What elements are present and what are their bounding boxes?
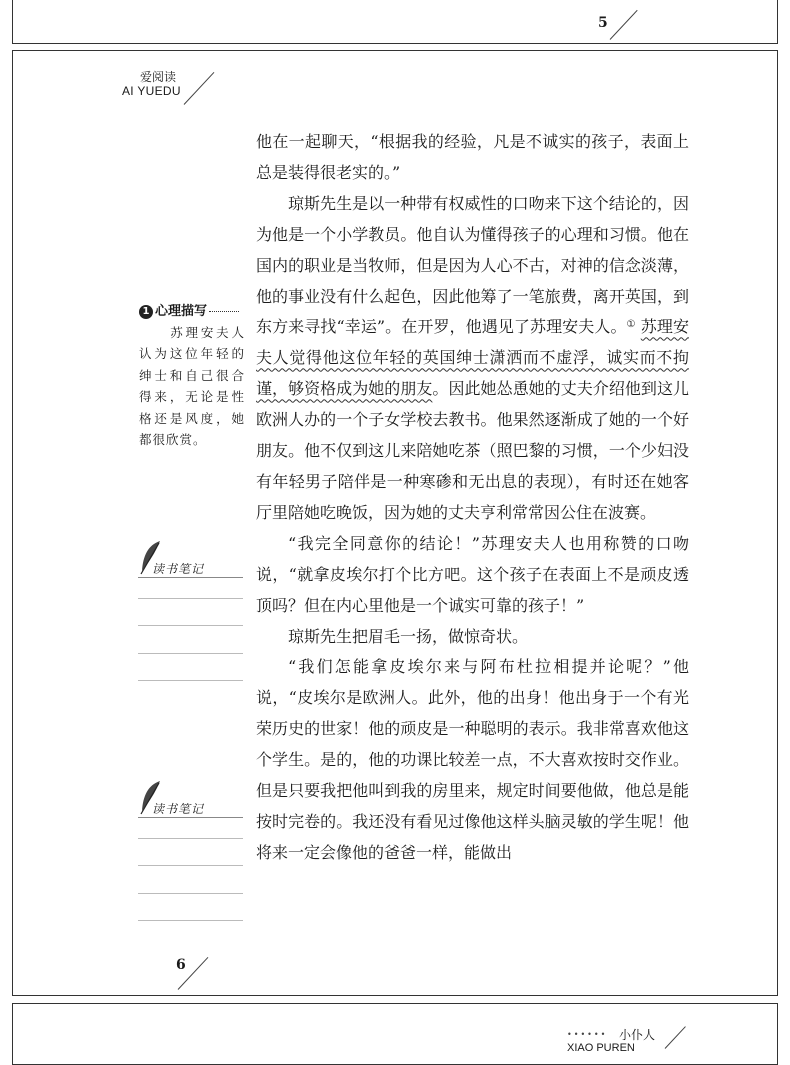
paragraph-2-rest: 。因此她怂恿她的丈夫介绍他到这儿欧洲人办的一个子女学校去教书。他果然逐渐成了她的一个好朋友。他不仅到这儿来陪她吃茶（照巴黎的习惯，一个少妇没有年轻男子陪伴是一种寒碜和无出息的表现），有时还在她客厅里陪她吃晚饭，因为她的丈夫亨利常常因公住在波赛。 <box>256 379 689 522</box>
annotation-marker: ① <box>626 319 636 331</box>
next-page-header-cn: 小仆人 <box>619 1028 656 1042</box>
note-line <box>138 893 243 894</box>
page-number: 6 <box>176 957 186 973</box>
annotation-leader-dots <box>209 311 239 312</box>
reading-notes-label: 读书笔记 <box>152 562 205 576</box>
previous-page-frame <box>12 0 778 44</box>
page-number-slash <box>610 10 638 40</box>
reading-notes-box[interactable] <box>138 540 246 682</box>
note-line <box>138 625 243 626</box>
reading-notes-underline <box>138 577 243 578</box>
paragraph-4: 琼斯先生把眉毛一扬，做惊奇状。 <box>288 626 529 646</box>
note-line <box>138 838 243 839</box>
paragraph-2-intro: 琼斯先生是以一种带有权威性的口吻来下这个结论的，因为他是一个小学教员。他自认为懂得孩子的心理和习惯。他在国内的职业是当牧师，但是因为人心不古，对神的信念淡薄，他的事业没有什么起色，因此他筹了一笔旅费，离开英国，到东方来寻找“幸运”。在开罗，他遇见了苏理安夫人。 <box>256 193 689 337</box>
reading-notes-box[interactable] <box>138 780 246 922</box>
paragraph-2 <box>256 189 689 529</box>
annotation-title: 心理描写 <box>155 304 208 319</box>
note-line <box>138 920 243 921</box>
next-page-frame <box>12 1003 778 1065</box>
underlined-sentence: 苏理安夫人觉得他这位年轻的英国绅士潇洒而不虚浮，诚实而不拘谨，够资格成为她的朋友 <box>256 317 689 399</box>
note-line <box>138 598 243 599</box>
note-line <box>138 865 243 866</box>
decorative-dots: •••••• <box>567 1030 608 1039</box>
annotation-badge: 1 <box>139 305 153 319</box>
paragraph-5: “我们怎能拿皮埃尔来与阿布杜拉相提并论呢？”他说，“皮埃尔是欧洲人。此外，他的出身！他出身于一个有光荣历史的世家！他的顽皮是一种聪明的表示。我非常喜欢他这个学生。是的，他的功课比较差一点，不大喜欢按时交作业。但是只要我把他叫到我的房里来，规定时间要他做，他总是能按时完卷的。我还没有看见过像他这样头脑灵敏的学生呢！他将来一定会像他的爸爸一样，能做出 <box>256 657 689 862</box>
brand-cn: 爱阅读 <box>140 70 177 84</box>
annotation-text: 苏理安夫人认为这位年轻的绅士和自己很合得来，无论是性格还是风度，她都很欣赏。 <box>139 325 245 448</box>
annotation-title-row <box>139 300 245 319</box>
previous-page-number: 5 <box>598 15 608 31</box>
next-page-slash <box>665 1026 686 1049</box>
note-line <box>138 680 243 681</box>
note-line <box>138 653 243 654</box>
next-page-header-en: XIAO PUREN <box>567 1042 635 1054</box>
paragraph-3: “我完全同意你的结论！”苏理安夫人也用称赞的口吻说，“就拿皮埃尔打个比方吧。这个孩子在表面上不是顽皮透顶吗？但在内心里他是一个诚实可靠的孩子！” <box>256 533 689 615</box>
reading-notes-label: 读书笔记 <box>152 802 205 816</box>
reading-notes-underline <box>138 817 243 818</box>
paragraph-1: 他在一起聊天，“根据我的经验，凡是不诚实的孩子，表面上总是装得很老实的。” <box>256 132 689 182</box>
body-text <box>256 127 689 869</box>
margin-annotation <box>139 300 245 450</box>
brand-en: AI YUEDU <box>122 84 181 98</box>
